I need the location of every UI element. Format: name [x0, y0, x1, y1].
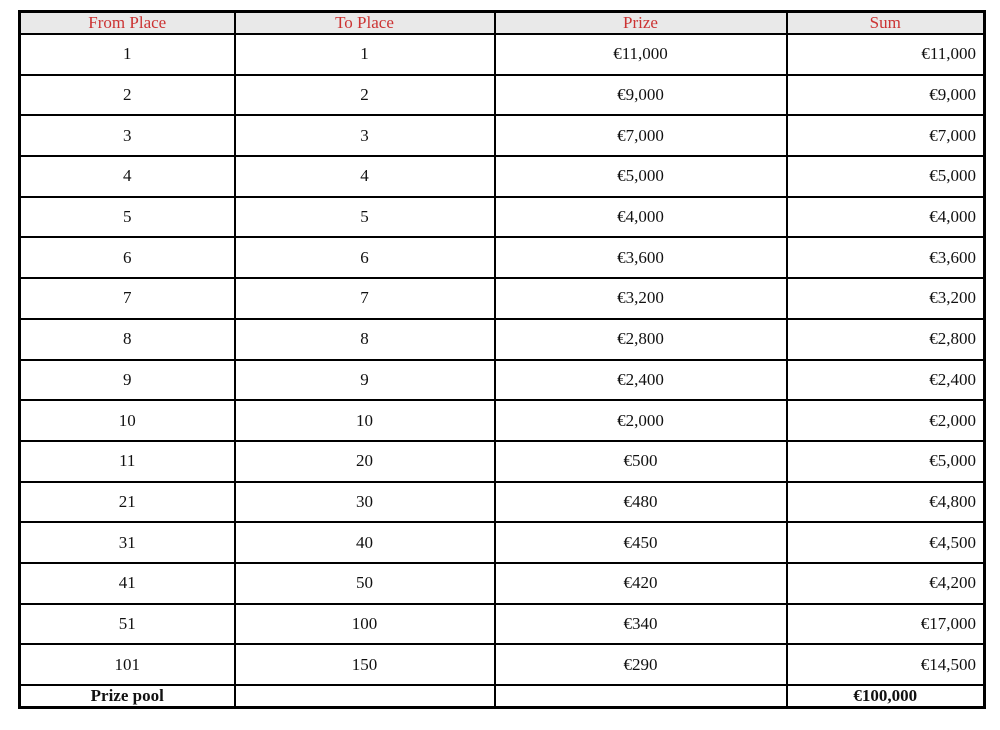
- header-row: [20, 12, 985, 35]
- cell-to-place: 6: [235, 237, 495, 278]
- cell-to-place: 2: [235, 75, 495, 116]
- table-row: [20, 360, 985, 401]
- cell-to-place: 50: [235, 563, 495, 604]
- cell-prize: €7,000: [495, 115, 787, 156]
- table-row: [20, 237, 985, 278]
- cell-prize: €11,000: [495, 34, 787, 75]
- cell-sum: €5,000: [787, 156, 985, 197]
- cell-sum: €11,000: [787, 34, 985, 75]
- cell-sum: €14,500: [787, 644, 985, 685]
- cell-from-place: 11: [20, 441, 235, 482]
- cell-sum: €4,500: [787, 522, 985, 563]
- cell-sum: €2,000: [787, 400, 985, 441]
- cell-to-place: 5: [235, 197, 495, 238]
- table-row: [20, 482, 985, 523]
- footer-total-sum: €100,000: [787, 685, 985, 708]
- cell-to-place: 30: [235, 482, 495, 523]
- cell-from-place: 8: [20, 319, 235, 360]
- cell-to-place: 4: [235, 156, 495, 197]
- cell-prize: €5,000: [495, 156, 787, 197]
- table-row: [20, 115, 985, 156]
- cell-from-place: 21: [20, 482, 235, 523]
- cell-from-place: 4: [20, 156, 235, 197]
- table-row: [20, 400, 985, 441]
- cell-from-place: 41: [20, 563, 235, 604]
- header-prize: Prize: [495, 12, 787, 35]
- cell-from-place: 7: [20, 278, 235, 319]
- cell-sum: €2,400: [787, 360, 985, 401]
- header-to-place: To Place: [235, 12, 495, 35]
- cell-sum: €4,000: [787, 197, 985, 238]
- cell-prize: €2,000: [495, 400, 787, 441]
- cell-from-place: 9: [20, 360, 235, 401]
- cell-sum: €5,000: [787, 441, 985, 482]
- cell-to-place: 8: [235, 319, 495, 360]
- table-row: [20, 75, 985, 116]
- cell-prize: €4,000: [495, 197, 787, 238]
- footer-empty-prize-cell: [495, 685, 787, 708]
- cell-to-place: 1: [235, 34, 495, 75]
- table-row: [20, 197, 985, 238]
- table-body: [20, 34, 985, 685]
- table-row: [20, 604, 985, 645]
- cell-from-place: 1: [20, 34, 235, 75]
- cell-to-place: 9: [235, 360, 495, 401]
- cell-sum: €7,000: [787, 115, 985, 156]
- cell-from-place: 6: [20, 237, 235, 278]
- cell-prize: €2,400: [495, 360, 787, 401]
- cell-sum: €17,000: [787, 604, 985, 645]
- table-row: [20, 278, 985, 319]
- header-from-place: From Place: [20, 12, 235, 35]
- cell-prize: €9,000: [495, 75, 787, 116]
- cell-to-place: 3: [235, 115, 495, 156]
- cell-sum: €3,600: [787, 237, 985, 278]
- cell-from-place: 31: [20, 522, 235, 563]
- cell-sum: €3,200: [787, 278, 985, 319]
- footer-prize-pool-label: Prize pool: [20, 685, 235, 708]
- cell-sum: €2,800: [787, 319, 985, 360]
- cell-from-place: 51: [20, 604, 235, 645]
- table-row: [20, 522, 985, 563]
- table-row: [20, 34, 985, 75]
- cell-sum: €4,800: [787, 482, 985, 523]
- cell-prize: €3,200: [495, 278, 787, 319]
- cell-to-place: 100: [235, 604, 495, 645]
- cell-prize: €420: [495, 563, 787, 604]
- cell-prize: €3,600: [495, 237, 787, 278]
- cell-sum: €9,000: [787, 75, 985, 116]
- header-sum: Sum: [787, 12, 985, 35]
- cell-to-place: 10: [235, 400, 495, 441]
- cell-to-place: 20: [235, 441, 495, 482]
- cell-prize: €500: [495, 441, 787, 482]
- cell-prize: €340: [495, 604, 787, 645]
- cell-to-place: 150: [235, 644, 495, 685]
- cell-from-place: 3: [20, 115, 235, 156]
- table-row: [20, 156, 985, 197]
- cell-from-place: 10: [20, 400, 235, 441]
- cell-from-place: 2: [20, 75, 235, 116]
- cell-from-place: 101: [20, 644, 235, 685]
- cell-to-place: 40: [235, 522, 495, 563]
- table-row: [20, 563, 985, 604]
- table-row: [20, 319, 985, 360]
- cell-from-place: 5: [20, 197, 235, 238]
- cell-to-place: 7: [235, 278, 495, 319]
- footer-empty-to-cell: [235, 685, 495, 708]
- table-row: [20, 441, 985, 482]
- table-row: [20, 644, 985, 685]
- cell-prize: €2,800: [495, 319, 787, 360]
- footer-row: [20, 685, 985, 708]
- cell-prize: €480: [495, 482, 787, 523]
- prize-distribution-table: [18, 10, 986, 709]
- cell-sum: €4,200: [787, 563, 985, 604]
- cell-prize: €290: [495, 644, 787, 685]
- cell-prize: €450: [495, 522, 787, 563]
